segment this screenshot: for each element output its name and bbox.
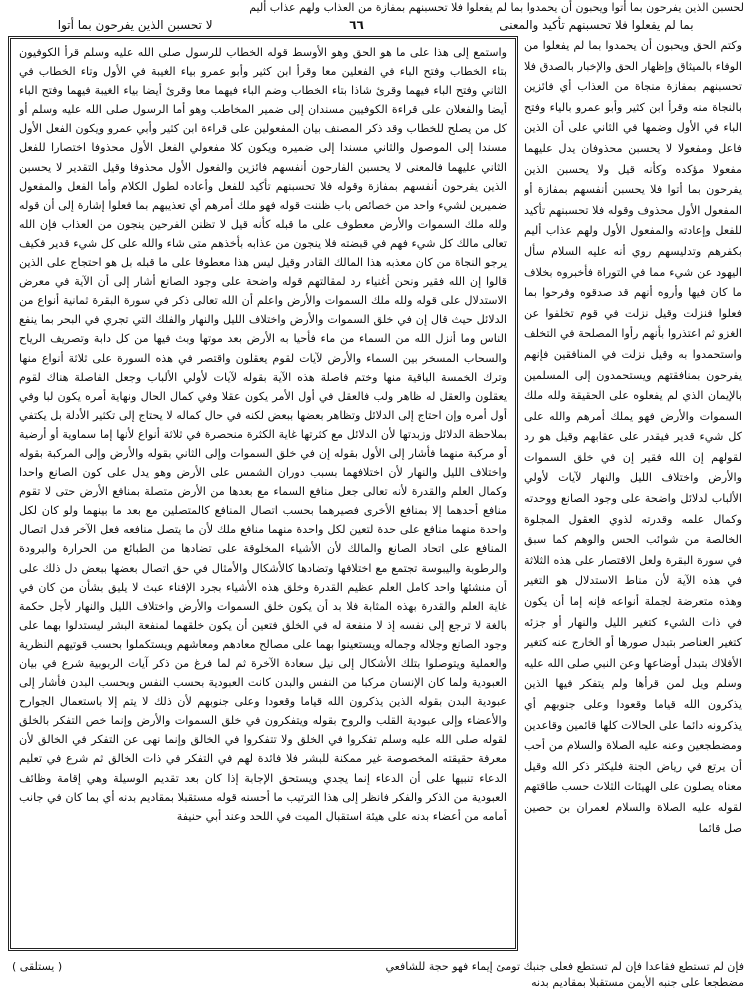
margin-tafsir-column [524,36,742,956]
main-commentary-text: واستمع إلى هذا على ما هو الحق وهو الأوسط قوله الخطاب للرسول صلى الله عليه وسلم قرأ الكوفيون بتاء الخطاب وفتح الباء في الفعلين معا وقرأ ابن كثير وأبو عمرو بياء الغيبة في الأول وتاء الخطاب في الثاني وفتح الباء فيهما وقرئ شاذا بتاء الخطاب وضم الباء فيهما معا وقرئ أيضا بياء الغيبة فيهما وفتح الباء أيضا والفعلان على قراءة الكوفيين مسندان إلى ضمير المخاطب وهو أما الرسول صلى الله عليه وسلم أو كل من يصلح للخطاب وقد ذكر المصنف بيان المفعولين على قراءة ابن كثير وأبي عمرو ويكون الفعل الأول مسندا إلى الموصول والثاني مسندا إلى ضميره ويكون كلا مفعولي الفعل الأول محذوفا اختصارا للفعل الثاني عليهما فالمعنى لا يحسبن الفارحون أنفسهم فائزين والفعول الأول محذوفا وقيل التقدير لا يحسبن الذين يفرحون أنفسهم بمفازة وقوله فلا تحسبنهم تأكيد للفعل وأعاده لطول الكلام وأما الفعل والمفعول ضميرين لشيء واحد من خصائص باب ظننت قوله فهو ملك أمرهم أي تعذيبهم بما فعلوا إشارة إلى أن قوله ولله ملك السموات والأرض معطوف على ما قبله كأنه قيل لا تظنن الفرحين ينجون من العذاب فإن الله تعالى مالك كل شيء فهم في قبضته فلا ينجون من عذابه بأخذهم متى شاء والله على كل شيء قدير فكيف يرجو النجاة من كان معذبه هذا المالك القادر وقيل ليس هذا معطوفا على ما قبله بل هو احتجاج على الذين قالوا إن الله فقير ونحن أغنياء رد لمقالتهم قوله واضحة على وجود الصانع أشار إلى أن الآية في معرض الاستدلال على قوله ولله ملك السموات والأرض واعلم أن الله تعالى ذكر في سورة البقرة ثمانية أنواع من الدلائل حيث قال إن في خلق السموات والأرض واختلاف الليل والنهار والفلك التي تجري في البحر بما ينفع الناس وما أنزل الله من السماء من ماء فأحيا به الأرض بعد موتها وبث فيها من كل دابة وتصريف الرياح والسحاب المسخر بين السماء والأرض لآيات لقوم يعقلون واقتصر في هذه السورة على ثلاثة أنواع منها وترك الخمسة الباقية منها وختم فاصلة هذه الآية بقوله لآيات لأولي الألباب وجعل الفاصلة هناك لقوم يعقلون والعقل له ظاهر ولب فالعقل في أول الأمر يكون عقلا وفي كمال الحال ونهاية أمره يكون لبا وفي أول أمره وإن احتاج إلى الدلائل وتظاهر بعضها ببعض لكنه في حال كماله لا يحتاج إلى تكثير الأدلة بل يكتفي بملاحظة الدلائل وزبدتها لأن الدلائل مع كثرتها غاية الكثرة منحصرة في ثلاثة أنواع لأنها إما سماوية أو أرضية أو مركبة منهما فأشار إلى الأول بقوله إن في خلق السموات وإلى الثاني بقوله والأرض وإلى المركبة بقوله واختلاف الليل والنهار لأن اختلافهما بسبب دوران الشمس على الأرض وهو يدل على كون الصانع واحدا وكمال العلم والقدرة لأنه تعالى جعل منافع السماء مع بعدها من الأرض متصلة بمنافع الأرض حتى لا تقوم منافع أحدهما إلا بمنافع الأخرى فصيرهما بحسب اتصال المنافع كالمتصلين مع بعد ما بينهما ولو كان لكل واحدة منهما منافع على حدة لتعين لكل واحدة منهما منافع ملك لأن ما يتصل منافعه فعل الآخر فدل اتصال المنافع على اتحاد الصانع والمالك لأن الأشياء المخلوقة على تضادها من الطبائع من الحرارة والبرودة والرطوبة واليبوسة تجتمع مع اختلافها وتضادها كالأشكال والأمثال في حق اتصال بعضها ببعض دل ذلك على أن منشئها واحد كامل العلم عظيم القدرة وخلق هذه الأشياء بجرد الإفناء عبث لا يليق بشأن من كان في غاية العلم والقدرة بهذه المثابة فلا بد أن يكون خلق السموات والأرض واختلاف الليل والنهار لأجل حكمة بالغة لا ترجع إلى نفسه إذ لا منفعة له في الخلق فتعين أن يكون خلقهما لمنفعة البشر ليستدلوا بهما على وجود الصانع وجلاله وجماله ويستعينوا بهما على مصالح معادهم ومعاشهم ويستكملوا بحسب قوتيهم النظرية والعملية ويتوصلوا بتلك الأشكال إلى نيل سعادة الآخرة ثم لما فرغ من ذكر آيات الربوبية شرع في بيان العبودية ولما كان الإنسان مركبا من النفس والبدن كانت العبودية بحسب النفس وبحسب البدن فأشار إلى عبودية البدن بقوله الذين يذكرون الله قياما وقعودا وعلى جنوبهم لأن ذلك لا يتم إلا باستعمال الجوارح والأعضاء وإلى عبودية القلب والروح بقوله ويتفكرون في خلق السموات والأرض وإنما خص التفكر بالخلق لقوله صلى الله عليه وسلم تفكروا في الخلق ولا تتفكروا في الخالق وإنما نهى عن التفكر في الخالق لأن معرفة حقيقته المخصوصة غير ممكنة للبشر فلا فائدة لهم في التفكر في ذات الخالق ثم شرع في تعليم الدعاء تنبيها على أن الدعاء إنما يجدي ويستحق الإجابة إذا كان بعد تقديم الوسيلة وهي إقامة وظائف العبودية من الذكر والفكر فانظر إلى هذا الترتيب ما أحسنه قوله مستقبلا بمقاديم بدنه أي بما كان في جانب أمامه من أعضاء بدنه على هيئة استقبال الميت في اللحد وعند أبي حنيفة [19,46,507,823]
catchword: ( يستلقى ) [12,960,63,973]
page-header [6,16,744,34]
header-left-title: لا تحسبن الذين يفرحون بما أتوا [57,18,213,32]
margin-tafsir-text: وكتم الحق ويحبون أن يحمدوا بما لم يفعلوا من الوفاء بالميثاق وإظهار الحق والإخبار بالصدق فلا تحسبنهم بمفازة منجاة من العذاب أي فائزين بالنجاة منه وقرأ ابن كثير وأبو عمرو بالياء وفتح الباء في الأول وضمها في الثاني على أن الذين فاعل ومفعولا لا يحسبن محذوفان يدل عليهما مفعولا مؤكده وكأنه قيل ولا يحسبن الذين يفرحون بما أتوا فلا يحسبن أنفسهم بمفازة أو المفعول الأول محذوف وقوله فلا تحسبنهم تأكيد للفعل وإعادته والمفعول الأول ولهم عذاب أليم بكفرهم وتدليسهم روي أنه عليه السلام سأل اليهود عن شيء مما في التوراة فأخبروه بخلاف ما كان فيها وأروه أنهم قد صدقوه وفرحوا بما فعلوا فنزلت وقيل نزلت في قوم تخلفوا عن الغزو ثم اعتذروا بأنهم رأوا المصلحة في التخلف واستحمدوا به وقيل نزلت في المنافقين فإنهم يفرحون بمنافقتهم ويستحمدون إلى المسلمين بالإيمان الذي لم يفعلوه على الحقيقة ولله ملك السموات والأرض فهو يملك أمرهم والله على كل شيء قدير فيقدر على عقابهم وقيل هو رد لقولهم إن الله فقير إن في خلق السموات والأرض واختلاف الليل والنهار لآيات لأولي الألباب لدلائل واضحة على وجود الصانع ووحدته وكمال علمه وقدرته لذوي العقول المجلوة الخالصة من شوائب الحس والوهم كما سبق في سورة البقرة ولعل الاقتصار على هذه الثلاثة في هذه الآية لأن مناط الاستدلال هو التغير وهذه متعرضة لجملة أنواعه فإنه إما أن يكون في ذات الشيء كتغير الليل والنهار أو جزئه كتغير العناصر بتبدل صورها أو الخارج عنه كتغير الأفلاك بتبدل أوضاعها وعن النبي صلى الله عليه وسلم ويل لمن قرأها ولم يتفكر فيها الذين يذكرون الله قياما وقعودا وعلى جنوبهم أي يذكرونه دائما على الحالات كلها قائمين وقاعدين ومضطجعين وعنه عليه الصلاة والسلام من أحب أن يرتع في رياض الجنة فليكثر ذكر الله وقيل معناه يصلون على الهيئات الثلاث حسب طاقتهم لقوله عليه الصلاة والسلام لعمران بن حصين صل قائما [524,39,742,835]
top-verse-line: لحسبن الذين يفرحون بما أتوا ويحبون أن يحمدوا بما لم يفعلوا فلا تحسبنهم بمفازة من العذاب ولهم عذاب أليم [249,1,744,14]
page-number: ٦٦ [349,18,364,32]
header-right-title: بما لم يفعلوا فلا تحسبنهم تأكيد والمعنى [499,18,694,32]
page-footer [6,957,744,993]
footer-line-2: مضطجعا على جنبه الأيمن مستقبلا بمقاديم بدنه [531,976,744,989]
main-commentary-frame [8,36,518,951]
footer-line-1: فإن لم تستطع فقاعدا فإن لم تستطع فعلى جنبك تومئ إيماء فهو حجة للشافعي [385,960,744,973]
